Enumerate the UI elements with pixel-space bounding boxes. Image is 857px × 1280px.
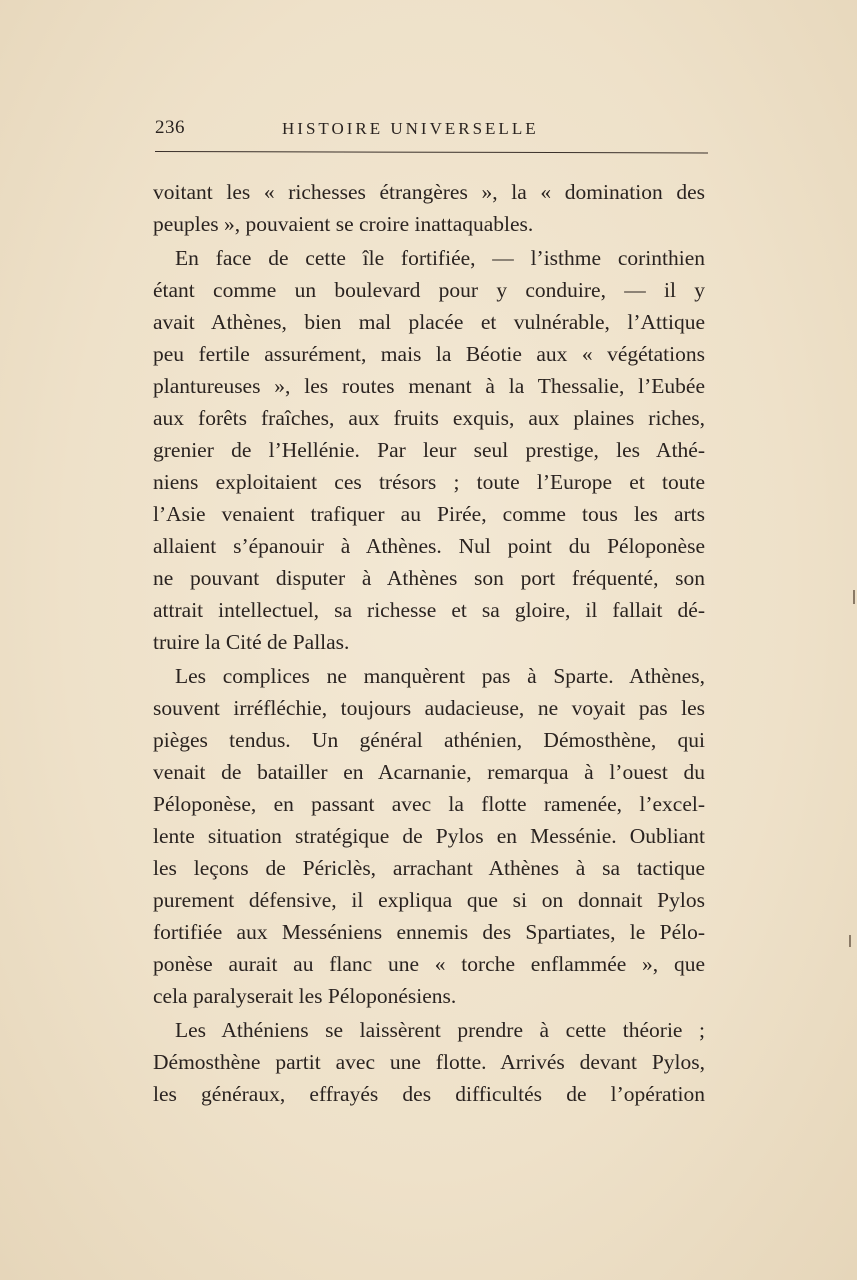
paragraph — [153, 660, 705, 1012]
text-line: peu fertile assurément, mais la Béotie aux « végétations — [153, 342, 705, 366]
text-line: truire la Cité de Pallas. — [153, 630, 350, 654]
margin-mark — [853, 590, 855, 604]
text-line: plantureuses », les routes menant à la Thessalie, l’Eubée — [153, 374, 705, 398]
text-line: lente situation stratégique de Pylos en Messénie. Oubliant — [153, 824, 705, 848]
paragraph — [153, 242, 705, 658]
page-number: 236 — [155, 117, 185, 138]
text-line: allaient s’épanouir à Athènes. Nul point du Péloponèse — [153, 534, 705, 558]
text-line: souvent irréfléchie, toujours audacieuse, ne voyait pas les — [153, 696, 705, 720]
paragraph — [153, 1014, 705, 1110]
text-line: peuples », pouvaient se croire inattaquables. — [153, 212, 534, 236]
text-line: cela paralyserait les Péloponésiens. — [153, 984, 457, 1008]
text-line: ponèse aurait au flanc une « torche enflammée », que — [153, 952, 705, 976]
text-line: attrait intellectuel, sa richesse et sa gloire, il fallait dé- — [153, 598, 705, 622]
text-line: En face de cette île fortifiée, — l’isthme corinthien — [175, 246, 705, 270]
text-line: niens exploitaient ces trésors ; toute l’Europe et toute — [153, 470, 705, 494]
text-line: étant comme un boulevard pour y conduire, — il y — [153, 278, 705, 302]
text-line: Les complices ne manquèrent pas à Sparte. Athènes, — [175, 664, 705, 688]
text-line: aux forêts fraîches, aux fruits exquis, aux plaines riches, — [153, 406, 705, 430]
text-line: l’Asie venaient trafiquer au Pirée, comme tous les arts — [153, 502, 705, 526]
text-line: fortifiée aux Messéniens ennemis des Spartiates, le Pélo- — [153, 920, 705, 944]
text-line: Démosthène partit avec une flotte. Arrivés devant Pylos, — [153, 1050, 705, 1074]
text-line: pièges tendus. Un général athénien, Démosthène, qui — [153, 728, 705, 752]
text-line: les généraux, effrayés des difficultés de l’opération — [153, 1082, 705, 1106]
text-line: avait Athènes, bien mal placée et vulnérable, l’Attique — [153, 310, 705, 334]
text-line: purement défensive, il expliqua que si on donnait Pylos — [153, 888, 705, 912]
text-line: voitant les « richesses étrangères », la « domination des — [153, 180, 705, 204]
text-line: Les Athéniens se laissèrent prendre à cette théorie ; — [175, 1018, 705, 1042]
text-line: grenier de l’Hellénie. Par leur seul prestige, les Athé- — [153, 438, 705, 462]
margin-mark — [849, 935, 851, 947]
running-title: HISTOIRE UNIVERSELLE — [282, 119, 539, 138]
text-line: les leçons de Périclès, arrachant Athènes à sa tactique — [153, 856, 705, 880]
page-header — [155, 117, 710, 147]
text-line: Péloponèse, en passant avec la flotte ramenée, l’excel- — [153, 792, 705, 816]
header-rule — [155, 151, 708, 153]
text-line: venait de batailler en Acarnanie, remarqua à l’ouest du — [153, 760, 705, 784]
body-text — [153, 176, 705, 1112]
paragraph — [153, 176, 705, 240]
text-line: ne pouvant disputer à Athènes son port fréquenté, son — [153, 566, 705, 590]
